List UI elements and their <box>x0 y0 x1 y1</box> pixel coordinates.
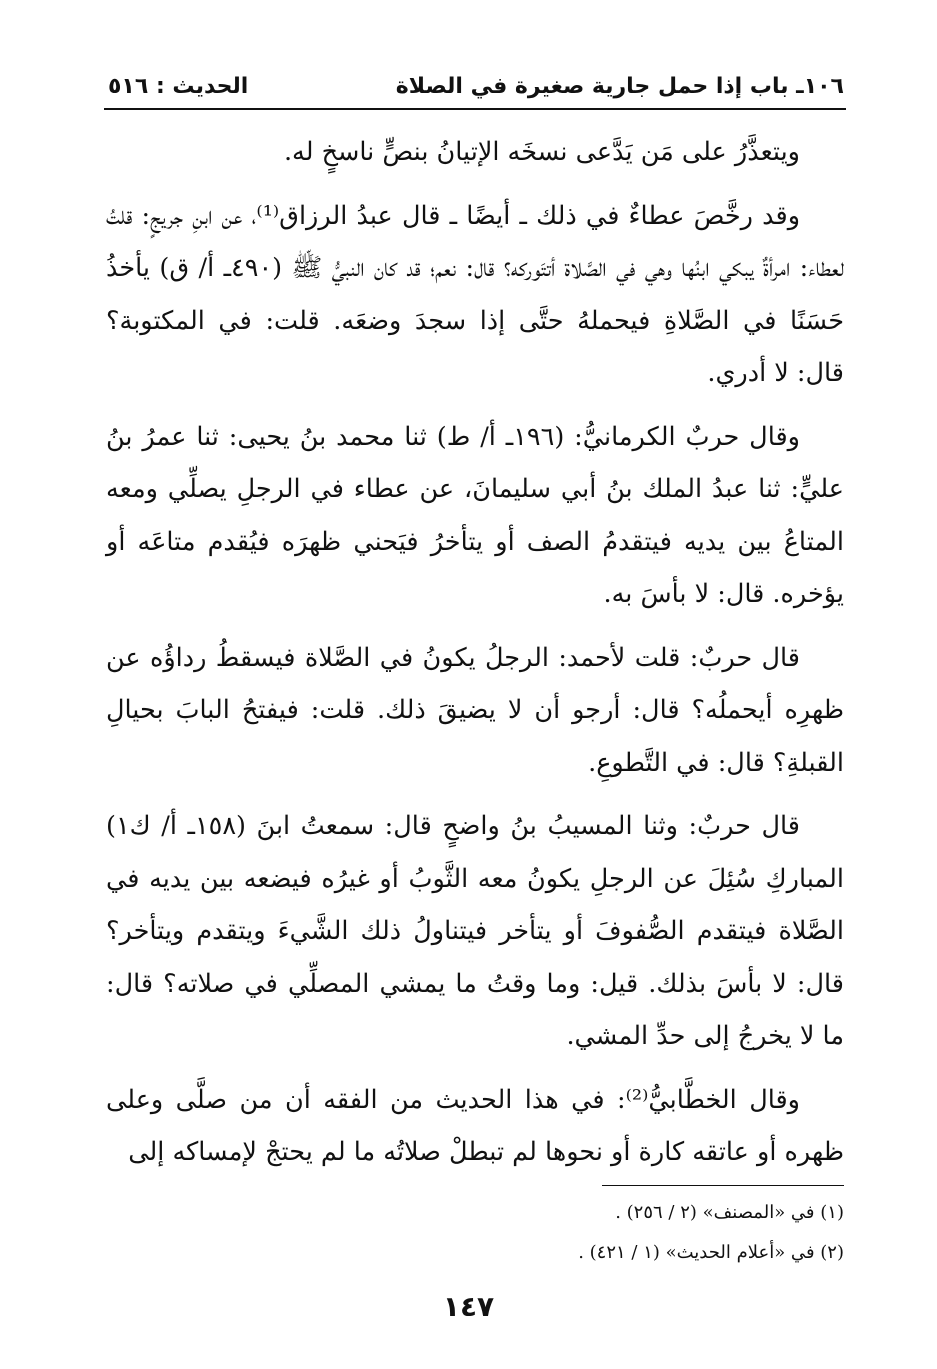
footnotes <box>106 1193 844 1273</box>
footnote-1: (١) في «المصنف» (٢ / ٢٥٦) . <box>615 1202 844 1223</box>
page-number: ١٤٧ <box>442 1290 495 1323</box>
paragraph-5: قال حربٌ: وثنا المسيبُ بنُ واضحٍ قال: سمعتُ ابنَ (١٥٨ـ أ/ ك١) المباركِ سُئِلَ عن الرجلِ يكونُ معه الثَّوبُ أو غيرُه فيضعه بين يديه في الصَّلاة فيتقدم الصُّفوفَ أو يتأخر فيتناولُ ذلك الشَّيءَ ويتقدم ويتأخر؟ قال: لا بأسَ بذلك. قيل: وما وقتُ ما يمشي المصلِّي في صلاته؟ قال: ما لا يخرجُ إلى حدِّ المشي. <box>106 811 844 1051</box>
running-header <box>108 68 844 104</box>
header-divider <box>104 108 846 110</box>
footnote-2: (٢) في «أعلام الحديث» (١ / ٤٢١) . <box>578 1242 844 1263</box>
paragraph-6: وقال الخطَّابيُّ⁽²⁾: في هذا الحديث من الفقه أن من صلَّى وعلى ظهره أو عاتقه كارة أو نحوها لم تبطلْ صلاتُه ما لم يحتجْ لإمساكه إلى <box>106 1084 844 1167</box>
hadith-reference: الحديث : ٥١٦ <box>108 73 249 99</box>
footnote-divider <box>602 1185 844 1186</box>
paragraph-4: قال حربٌ: قلت لأحمد: الرجلُ يكونُ في الصَّلاة فيسقطُ رداؤُه عن ظهرِه أيحملُه؟ قال: أرجو أن لا يضيقَ ذلك. قلت: فيفتحُ البابَ بحيالِ القبلةِ؟ قال: في التَّطوعِ. <box>106 642 844 778</box>
paragraph-2: وقد رخَّصَ عطاءٌ في ذلك ـ أيضًا ـ قال عبدُ الرزاق⁽¹⁾، عن ابنِ جريجٍ: قلتُ لعطاء: امرأةٌ يبكي ابنُها وهي في الصَّلاة أتتَوركه؟ قال: نعم؛ قد كان النبيُّ ﷺ (٤٩٠ـ أ/ ق) يأخذُ حَسَنًا في الصَّلاةِ فيحملهُ حتَّى إذا سجدَ وضعَه. قلت: في المكتوبة؟ قال: لا أدري. <box>106 200 844 388</box>
paragraph-1: ويتعذَّرُ على مَن يَدَّعى نسخَه الإتيانُ بنصٍّ ناسخٍ له. <box>283 137 800 167</box>
paragraph-3: وقال حربٌ الكرمانيُّ: (١٩٦ـ أ/ ط) ثنا محمد بنُ يحيى: ثنا عمرُ بنُ عليٍّ: ثنا عبدُ الملك بنُ أبي سليمانَ، عن عطاء في الرجلِ يصلِّي ومعه المتاعُ بين يديه فيتقدمُ الصف أو يتأخرُ فيَحني ظهرَه فيُقدم متاعَه أو يؤخره. قال: لا بأسَ به. <box>106 421 844 609</box>
chapter-title: ١٠٦ـ باب إذا حمل جارية صغيرة في الصلاة <box>395 73 844 99</box>
main-text <box>106 126 844 1190</box>
